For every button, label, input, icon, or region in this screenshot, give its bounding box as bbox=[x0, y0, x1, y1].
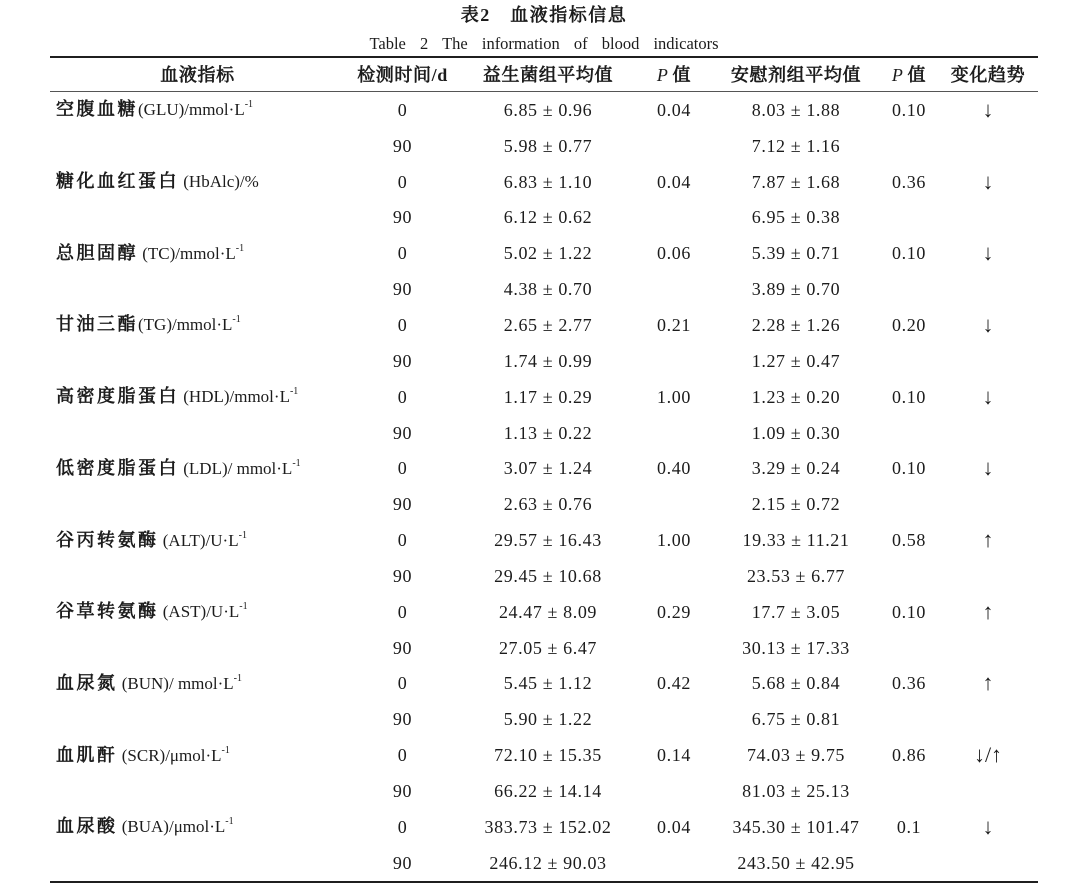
table-row bbox=[50, 522, 1038, 558]
probiotic-mean-cell: 66.22 ± 14.14 bbox=[494, 780, 602, 801]
probiotic-mean-cell: 1.13 ± 0.22 bbox=[503, 422, 593, 443]
indicator-cell bbox=[50, 529, 345, 552]
day-cell: 90 bbox=[392, 637, 413, 658]
table-row bbox=[50, 558, 1038, 594]
placebo-p-value-cell: 0.86 bbox=[892, 745, 926, 766]
indicator-name: 总胆固醇 bbox=[56, 242, 138, 263]
trend-arrow-cell: ↓/↑ bbox=[973, 742, 1003, 768]
probiotic-mean-cell: 5.02 ± 1.22 bbox=[503, 243, 593, 264]
trend-arrow-cell: ↓ bbox=[982, 311, 994, 337]
table-row bbox=[50, 415, 1038, 451]
indicator-unit: (HDL)/mmol·L bbox=[179, 387, 290, 407]
day-cell: 0 bbox=[397, 601, 408, 622]
table-row bbox=[50, 235, 1038, 271]
header-row bbox=[50, 58, 1038, 92]
placebo-mean-cell: 2.28 ± 1.26 bbox=[751, 314, 841, 335]
day-cell: 90 bbox=[392, 565, 413, 586]
day-cell: 90 bbox=[392, 780, 413, 801]
unit-exponent: -1 bbox=[221, 744, 230, 756]
probiotic-mean-cell: 29.57 ± 16.43 bbox=[494, 530, 602, 551]
column-header-placebo-p-value bbox=[880, 64, 938, 86]
unit-exponent: -1 bbox=[225, 816, 234, 828]
table-row bbox=[50, 343, 1038, 379]
indicator-unit: (ALT)/U·L bbox=[158, 530, 239, 550]
probiotic-mean-cell: 24.47 ± 8.09 bbox=[498, 601, 598, 622]
day-cell: 90 bbox=[392, 852, 413, 873]
day-cell: 0 bbox=[397, 314, 408, 335]
probiotic-mean-cell: 29.45 ± 10.68 bbox=[494, 565, 602, 586]
placebo-mean-cell: 2.15 ± 0.72 bbox=[751, 494, 841, 515]
probiotic-mean-cell: 6.83 ± 1.10 bbox=[503, 171, 593, 192]
column-header-probiotic-mean: 益生菌组平均值 bbox=[482, 64, 614, 85]
unit-exponent: -1 bbox=[238, 529, 247, 541]
day-cell: 90 bbox=[392, 279, 413, 300]
placebo-mean-cell: 74.03 ± 9.75 bbox=[746, 745, 846, 766]
probiotic-p-value-cell: 0.04 bbox=[657, 99, 691, 120]
placebo-mean-cell: 23.53 ± 6.77 bbox=[746, 565, 846, 586]
indicator-name: 谷草转氨酶 bbox=[56, 601, 159, 622]
probiotic-p-value-cell: 0.04 bbox=[657, 816, 691, 837]
placebo-mean-cell: 1.23 ± 0.20 bbox=[751, 386, 841, 407]
indicator-cell bbox=[50, 744, 345, 767]
placebo-mean-cell: 345.30 ± 101.47 bbox=[732, 816, 860, 837]
indicator-name: 甘油三酯 bbox=[56, 314, 138, 335]
placebo-mean-cell: 7.87 ± 1.68 bbox=[751, 171, 841, 192]
indicator-unit: (SCR)/μmol·L bbox=[117, 745, 222, 765]
p-value-word: 值 bbox=[907, 64, 927, 85]
table-row bbox=[50, 271, 1038, 307]
table-row bbox=[50, 164, 1038, 200]
indicator-unit: (HbAlc)/% bbox=[179, 172, 259, 192]
trend-arrow-cell: ↑ bbox=[982, 598, 994, 624]
probiotic-p-value-cell: 1.00 bbox=[657, 530, 691, 551]
day-cell: 90 bbox=[392, 135, 413, 156]
probiotic-mean-cell: 1.17 ± 0.29 bbox=[503, 386, 593, 407]
probiotic-mean-cell: 4.38 ± 0.70 bbox=[503, 279, 593, 300]
placebo-p-value-cell: 0.1 bbox=[896, 816, 922, 837]
unit-exponent: -1 bbox=[233, 672, 242, 684]
indicator-unit: (TG)/mmol·L bbox=[138, 315, 233, 335]
probiotic-mean-cell: 383.73 ± 152.02 bbox=[484, 816, 612, 837]
unit-exponent: -1 bbox=[235, 242, 245, 254]
probiotic-mean-cell: 5.98 ± 0.77 bbox=[503, 135, 593, 156]
trend-arrow-cell: ↑ bbox=[982, 527, 994, 553]
indicator-unit: (GLU)/mmol·L bbox=[138, 100, 245, 120]
table-row bbox=[50, 379, 1038, 415]
unit-exponent: -1 bbox=[232, 314, 241, 326]
day-cell: 90 bbox=[392, 207, 413, 228]
unit-exponent: -1 bbox=[239, 601, 248, 613]
placebo-p-value-cell: 0.36 bbox=[892, 673, 926, 694]
table-row bbox=[50, 809, 1038, 845]
day-cell: 0 bbox=[397, 243, 408, 264]
indicator-unit: (BUN)/ mmol·L bbox=[117, 673, 234, 693]
indicator-name: 血肌酐 bbox=[56, 744, 118, 765]
day-cell: 0 bbox=[397, 386, 408, 407]
indicator-name: 空腹血糖 bbox=[56, 99, 138, 120]
day-cell: 0 bbox=[397, 530, 408, 551]
table-row bbox=[50, 666, 1038, 702]
placebo-mean-cell: 243.50 ± 42.95 bbox=[737, 852, 855, 873]
p-symbol: P bbox=[891, 64, 904, 85]
table-row bbox=[50, 128, 1038, 164]
placebo-p-value-cell: 0.10 bbox=[892, 99, 926, 120]
p-symbol: P bbox=[656, 64, 669, 85]
indicator-cell bbox=[50, 600, 345, 623]
table-row bbox=[50, 307, 1038, 343]
indicator-name: 血尿酸 bbox=[56, 816, 118, 837]
placebo-mean-cell: 81.03 ± 25.13 bbox=[742, 780, 850, 801]
trend-arrow-cell: ↓ bbox=[982, 168, 994, 194]
day-cell: 0 bbox=[397, 171, 408, 192]
trend-arrow-cell: ↓ bbox=[982, 96, 994, 122]
placebo-mean-cell: 5.68 ± 0.84 bbox=[751, 673, 841, 694]
day-cell: 0 bbox=[397, 458, 408, 479]
placebo-mean-cell: 6.95 ± 0.38 bbox=[751, 207, 841, 228]
unit-exponent: -1 bbox=[292, 457, 301, 469]
day-cell: 90 bbox=[392, 494, 413, 515]
indicator-cell bbox=[50, 242, 345, 265]
probiotic-mean-cell: 2.65 ± 2.77 bbox=[503, 314, 593, 335]
p-value-word: 值 bbox=[672, 64, 692, 85]
probiotic-p-value-cell: 0.21 bbox=[657, 314, 691, 335]
placebo-p-value-cell: 0.10 bbox=[892, 601, 926, 622]
unit-exponent: -1 bbox=[289, 386, 299, 398]
day-cell: 90 bbox=[392, 350, 413, 371]
table-row bbox=[50, 737, 1038, 773]
probiotic-mean-cell: 246.12 ± 90.03 bbox=[489, 852, 607, 873]
placebo-mean-cell: 8.03 ± 1.88 bbox=[751, 99, 841, 120]
blood-indicators-table bbox=[50, 56, 1038, 883]
probiotic-mean-cell: 3.07 ± 1.24 bbox=[503, 458, 593, 479]
table-title: 表2 血液指标信息 bbox=[460, 5, 628, 25]
table-row bbox=[50, 845, 1038, 881]
probiotic-mean-cell: 6.85 ± 0.96 bbox=[503, 99, 593, 120]
table-row bbox=[50, 92, 1038, 128]
indicator-unit: (AST)/U·L bbox=[158, 602, 240, 622]
indicator-name: 高密度脂蛋白 bbox=[56, 386, 179, 407]
placebo-p-value-cell: 0.20 bbox=[892, 314, 926, 335]
placebo-mean-cell: 6.75 ± 0.81 bbox=[751, 709, 841, 730]
indicator-name: 低密度脂蛋白 bbox=[56, 457, 179, 478]
probiotic-p-value-cell: 0.04 bbox=[657, 171, 691, 192]
probiotic-p-value-cell: 0.14 bbox=[657, 745, 691, 766]
indicator-name: 谷丙转氨酶 bbox=[56, 529, 159, 550]
day-cell: 0 bbox=[397, 99, 408, 120]
column-header-placebo-mean: 安慰剂组平均值 bbox=[730, 64, 862, 85]
probiotic-mean-cell: 6.12 ± 0.62 bbox=[503, 207, 593, 228]
placebo-mean-cell: 19.33 ± 11.21 bbox=[742, 530, 850, 551]
indicator-cell bbox=[50, 385, 345, 408]
trend-arrow-cell: ↓ bbox=[982, 455, 994, 481]
trend-arrow-cell: ↓ bbox=[982, 240, 994, 266]
table-row bbox=[50, 701, 1038, 737]
day-cell: 0 bbox=[397, 673, 408, 694]
probiotic-p-value-cell: 0.29 bbox=[657, 601, 691, 622]
indicator-cell bbox=[50, 98, 345, 121]
placebo-mean-cell: 1.09 ± 0.30 bbox=[751, 422, 841, 443]
trend-arrow-cell: ↓ bbox=[982, 813, 994, 839]
probiotic-mean-cell: 72.10 ± 15.35 bbox=[494, 745, 602, 766]
probiotic-p-value-cell: 0.42 bbox=[657, 673, 691, 694]
probiotic-p-value-cell: 0.40 bbox=[657, 458, 691, 479]
day-cell: 90 bbox=[392, 422, 413, 443]
day-cell: 90 bbox=[392, 709, 413, 730]
probiotic-mean-cell: 2.63 ± 0.76 bbox=[503, 494, 593, 515]
trend-arrow-cell: ↑ bbox=[982, 670, 994, 696]
table-body bbox=[50, 92, 1038, 881]
trend-arrow-cell: ↓ bbox=[982, 383, 994, 409]
column-header-probiotic-p-value bbox=[636, 64, 712, 86]
placebo-mean-cell: 7.12 ± 1.16 bbox=[751, 135, 841, 156]
placebo-p-value-cell: 0.58 bbox=[892, 530, 926, 551]
placebo-mean-cell: 1.27 ± 0.47 bbox=[751, 350, 841, 371]
table-subtitle: Table 2 The information of blood indicators bbox=[369, 34, 719, 53]
column-header-indicator: 血液指标 bbox=[160, 64, 235, 85]
placebo-p-value-cell: 0.10 bbox=[892, 243, 926, 264]
placebo-mean-cell: 17.7 ± 3.05 bbox=[751, 601, 841, 622]
placebo-mean-cell: 5.39 ± 0.71 bbox=[751, 243, 841, 264]
column-header-trend: 变化趋势 bbox=[950, 64, 1026, 85]
indicator-cell bbox=[50, 672, 345, 695]
indicator-unit: (TC)/mmol·L bbox=[138, 243, 236, 263]
probiotic-p-value-cell: 0.06 bbox=[657, 243, 691, 264]
indicator-unit: (BUA)/μmol·L bbox=[117, 817, 226, 837]
day-cell: 0 bbox=[397, 816, 408, 837]
day-cell: 0 bbox=[397, 745, 408, 766]
table-row bbox=[50, 200, 1038, 236]
placebo-p-value-cell: 0.10 bbox=[892, 386, 926, 407]
indicator-cell bbox=[50, 457, 345, 480]
indicator-unit: (LDL)/ mmol·L bbox=[179, 458, 293, 478]
indicator-cell bbox=[50, 313, 345, 336]
indicator-name: 糖化血红蛋白 bbox=[56, 171, 179, 192]
probiotic-mean-cell: 1.74 ± 0.99 bbox=[503, 350, 593, 371]
table-row bbox=[50, 773, 1038, 809]
placebo-p-value-cell: 0.36 bbox=[892, 171, 926, 192]
placebo-p-value-cell: 0.10 bbox=[892, 458, 926, 479]
indicator-name: 血尿氮 bbox=[56, 672, 118, 693]
indicator-cell bbox=[50, 815, 345, 838]
unit-exponent: -1 bbox=[244, 99, 254, 111]
probiotic-mean-cell: 27.05 ± 6.47 bbox=[498, 637, 598, 658]
column-header-time: 检测时间/d bbox=[357, 64, 448, 85]
table-row bbox=[50, 594, 1038, 630]
placebo-mean-cell: 3.29 ± 0.24 bbox=[751, 458, 841, 479]
table-row bbox=[50, 486, 1038, 522]
placebo-mean-cell: 3.89 ± 0.70 bbox=[751, 279, 841, 300]
probiotic-mean-cell: 5.45 ± 1.12 bbox=[503, 673, 593, 694]
probiotic-p-value-cell: 1.00 bbox=[657, 386, 691, 407]
probiotic-mean-cell: 5.90 ± 1.22 bbox=[503, 709, 593, 730]
table-row bbox=[50, 630, 1038, 666]
indicator-cell bbox=[50, 170, 345, 193]
table-row bbox=[50, 450, 1038, 486]
placebo-mean-cell: 30.13 ± 17.33 bbox=[742, 637, 850, 658]
